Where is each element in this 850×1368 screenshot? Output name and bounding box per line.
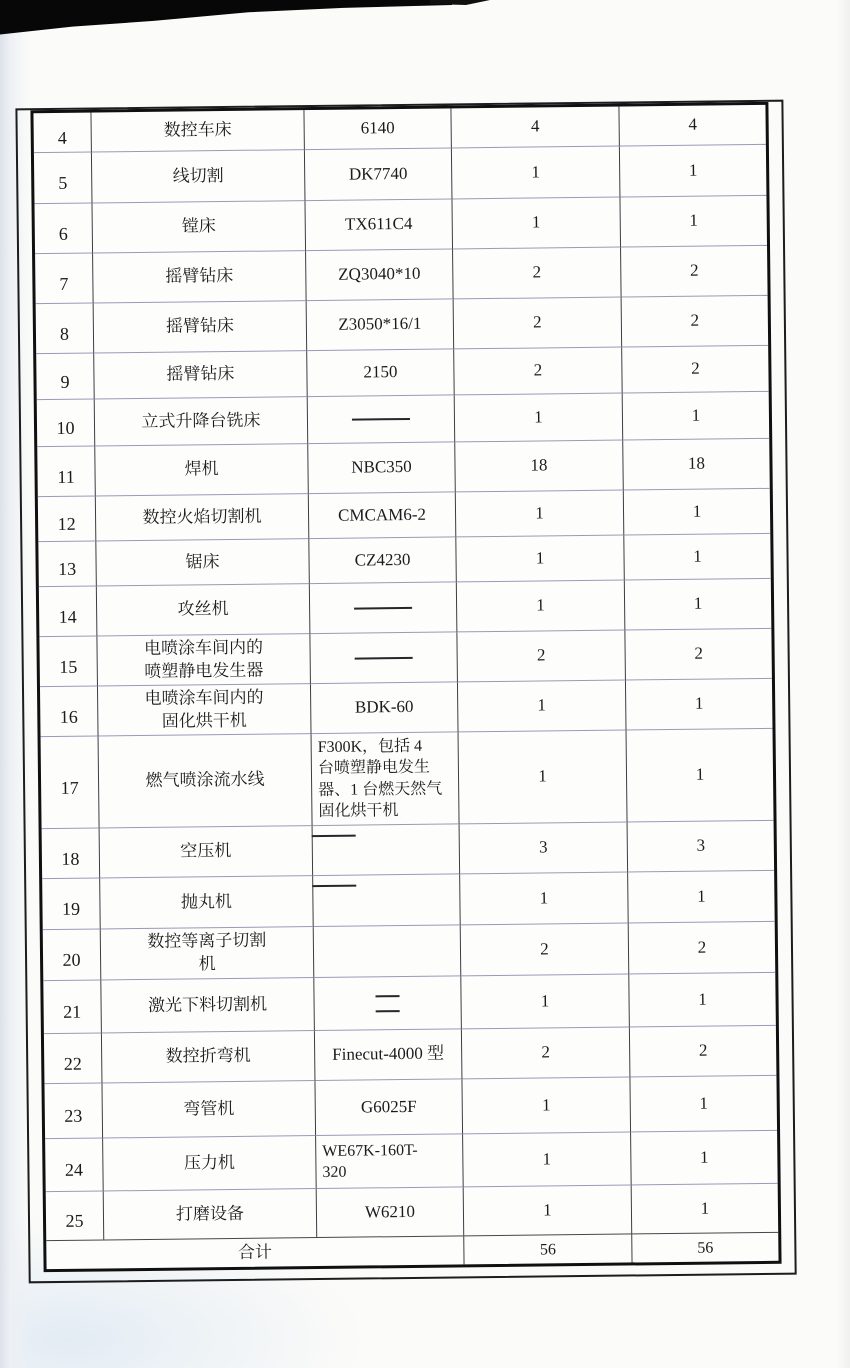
equipment-name-cell: 摇臂钻床 (94, 351, 308, 399)
quantity-cell-2: 3 (628, 821, 775, 873)
row-number-cell: 15 (39, 636, 98, 687)
table-row (44, 1076, 777, 1139)
table-row (34, 145, 767, 204)
table-row (40, 679, 773, 737)
equipment-model-cell (314, 976, 462, 1031)
row-number-cell: 22 (44, 1033, 103, 1084)
quantity-cell-1: 2 (457, 631, 626, 683)
equipment-name-cell: 燃气喷涂流水线 (99, 734, 313, 828)
table-row (42, 821, 775, 879)
equipment-model-cell: F300K，包括 4 台喷塑静电发生 器、1 台燃天然气 固化烘干机 (312, 732, 460, 826)
equipment-name-cell: 打磨设备 (104, 1189, 318, 1239)
table-row (43, 973, 776, 1034)
quantity-cell-2: 1 (628, 871, 775, 924)
quantity-cell-1: 1 (455, 394, 624, 443)
equipment-name-cell: 抛丸机 (100, 876, 314, 929)
row-number-cell: 20 (43, 929, 102, 981)
equipment-name-cell: 攻丝机 (97, 584, 311, 636)
table-row (41, 729, 774, 829)
table-row (36, 346, 768, 400)
equipment-name-cell: 焊机 (95, 444, 309, 496)
equipment-name-cell: 数控车床 (91, 110, 304, 152)
table-row (37, 439, 770, 497)
quantity-cell-2: 2 (629, 922, 776, 975)
no-model-dash (375, 995, 399, 1012)
equipment-model-cell: Z3050*16/1 (307, 299, 455, 351)
equipment-model-cell (314, 925, 462, 978)
equipment-model-cell (310, 632, 458, 684)
row-number-cell: 19 (42, 878, 101, 930)
quantity-cell-2: 1 (627, 729, 774, 823)
total-label-cell: 合计 (46, 1236, 464, 1269)
table-row (34, 196, 767, 254)
quantity-cell-1: 2 (453, 248, 622, 300)
row-number-cell: 17 (41, 736, 100, 829)
quantity-cell-2: 1 (625, 579, 772, 631)
quantity-cell-2: 2 (622, 296, 769, 348)
quantity-cell-2: 1 (620, 196, 767, 248)
quantity-cell-1: 18 (455, 441, 624, 493)
quantity-cell-2: 1 (700, 1198, 710, 1218)
table-body (33, 105, 778, 1240)
row-number-cell: 23 (44, 1083, 103, 1139)
equipment-name-cell: 空压机 (100, 826, 314, 878)
quantity-cell-2: 1 (629, 973, 776, 1028)
equipment-model-cell: DK7740 (305, 148, 453, 201)
quantity-cell-2: 1 (624, 489, 771, 536)
equipment-model-cell: NBC350 (308, 442, 456, 494)
equipment-model-cell: 2150 (307, 349, 455, 397)
table-row (35, 246, 768, 304)
quantity-cell-2: 2 (622, 346, 769, 394)
row-number-cell: 8 (36, 304, 95, 355)
table-row (37, 392, 769, 447)
equipment-name-cell: 摇臂钻床 (94, 301, 308, 353)
quantity-cell-1: 1 (456, 536, 624, 583)
no-model-dash (352, 418, 410, 421)
equipment-name-cell: 数控等离子切割 机 (101, 927, 315, 980)
row-number-cell: 5 (34, 153, 93, 205)
equipment-model-cell: WE67K-160T- 320 (316, 1134, 464, 1189)
quantity-cell-1: 3 (460, 822, 629, 874)
equipment-name-cell: 弯管机 (102, 1081, 316, 1138)
row-number-cell: 16 (40, 686, 99, 737)
equipment-name-cell: 线切割 (92, 150, 306, 203)
quantity-cell-2: 2 (625, 629, 772, 681)
row-number-cell: 14 (39, 587, 98, 638)
quantity-cell-1: 4 (451, 107, 619, 149)
quantity-cell-1: 1 (464, 1185, 633, 1235)
quantity-cell-1: 1 (457, 581, 626, 633)
equipment-name-cell: 激光下料切割机 (101, 978, 315, 1033)
quantity-cell-2: 2 (630, 1026, 777, 1078)
row-number-cell: 12 (38, 497, 97, 543)
scan-artifact-top-blob (0, 0, 452, 36)
equipment-model-cell: W6210 (317, 1187, 465, 1237)
table-scan-region (30, 102, 781, 1272)
no-model-dash (312, 835, 356, 837)
quantity-cell-1: 1 (460, 872, 629, 925)
no-model-dash (312, 885, 356, 887)
quantity-cell-1: 1 (463, 1132, 632, 1187)
equipment-model-cell: TX611C4 (305, 199, 453, 251)
quantity-cell-2: 1 (626, 679, 773, 731)
quantity-cell-2: 1 (630, 1076, 777, 1133)
row-number-cell: 24 (45, 1138, 104, 1192)
equipment-name-cell: 压力机 (103, 1136, 317, 1191)
equipment-model-cell: Finecut-4000 型 (315, 1029, 463, 1081)
scan-artifact-top-streak (430, 0, 490, 5)
equipment-model-cell: BDK-60 (311, 682, 459, 734)
table-row (44, 1026, 777, 1084)
equipment-model-cell: CMCAM6-2 (309, 492, 457, 539)
equipment-table (30, 102, 781, 1272)
equipment-name-cell: 锯床 (96, 539, 309, 586)
table-row (45, 1131, 778, 1192)
row-number-cell: 7 (35, 254, 94, 305)
row-number-cell: 18 (42, 828, 101, 879)
quantity-cell-1: 1 (462, 1077, 631, 1134)
table-row (36, 296, 769, 354)
row-number-cell: 11 (37, 447, 96, 498)
row-number-cell: 4 (33, 113, 91, 154)
equipment-model-cell: G6025F (315, 1079, 463, 1136)
equipment-name-cell: 立式升降台铣床 (95, 397, 309, 446)
total-quantity-cell-1: 56 (464, 1234, 632, 1264)
quantity-cell-1: 1 (452, 147, 621, 200)
equipment-model-cell (310, 582, 458, 634)
no-model-dash (355, 656, 413, 659)
quantity-cell-1: 1 (456, 491, 624, 538)
row-number-cell: 21 (43, 980, 102, 1034)
quantity-cell-1: 1 (452, 198, 621, 250)
table-row (43, 922, 776, 981)
equipment-model-cell: ZQ3040*10 (306, 249, 454, 301)
quantity-cell-1: 2 (454, 348, 623, 396)
equipment-name-cell: 电喷涂车间内的 固化烘干机 (98, 684, 312, 736)
row-number-cell: 9 (36, 354, 95, 401)
quantity-cell-2: 1 (631, 1131, 778, 1186)
quantity-cell-1: 1 (458, 681, 627, 733)
quantity-cell-1: 2 (454, 298, 623, 350)
no-model-dash (354, 606, 412, 609)
equipment-name-cell: 电喷涂车间内的 喷塑静电发生器 (97, 634, 311, 686)
equipment-name-cell: 数控火焰切割机 (96, 494, 309, 541)
quantity-cell-1: 2 (462, 1027, 631, 1079)
row-number-cell: 6 (34, 204, 93, 255)
quantity-cell-1: 2 (461, 923, 630, 976)
table-row (42, 871, 775, 930)
row-number-cell: 25 (46, 1191, 105, 1240)
equipment-model-cell: CZ4230 (309, 537, 457, 584)
equipment-model-cell: 6140 (304, 108, 451, 150)
equipment-name-cell: 摇臂钻床 (93, 251, 307, 303)
quantity-cell-1: 1 (459, 731, 628, 825)
equipment-model-cell (308, 395, 456, 444)
table-row (46, 1184, 778, 1240)
quantity-cell-2: 2 (621, 246, 768, 298)
table-row (39, 629, 772, 687)
equipment-model-cell (313, 824, 461, 876)
quantity-cell-2: 18 (623, 439, 770, 491)
row-number-cell: 13 (38, 542, 97, 588)
row-number-cell: 10 (37, 400, 96, 448)
quantity-cell-1: 1 (461, 974, 630, 1029)
table-row (39, 579, 772, 637)
quantity-cell-2: 1 (623, 392, 770, 441)
total-quantity-cell-2: 56 (697, 1239, 714, 1257)
quantity-cell-2: 4 (619, 105, 765, 147)
equipment-name-cell: 镗床 (92, 201, 306, 253)
quantity-cell-2: 1 (620, 145, 767, 198)
quantity-cell-2: 1 (624, 534, 771, 581)
equipment-name-cell: 数控折弯机 (102, 1031, 316, 1083)
equipment-model-cell (313, 874, 461, 927)
